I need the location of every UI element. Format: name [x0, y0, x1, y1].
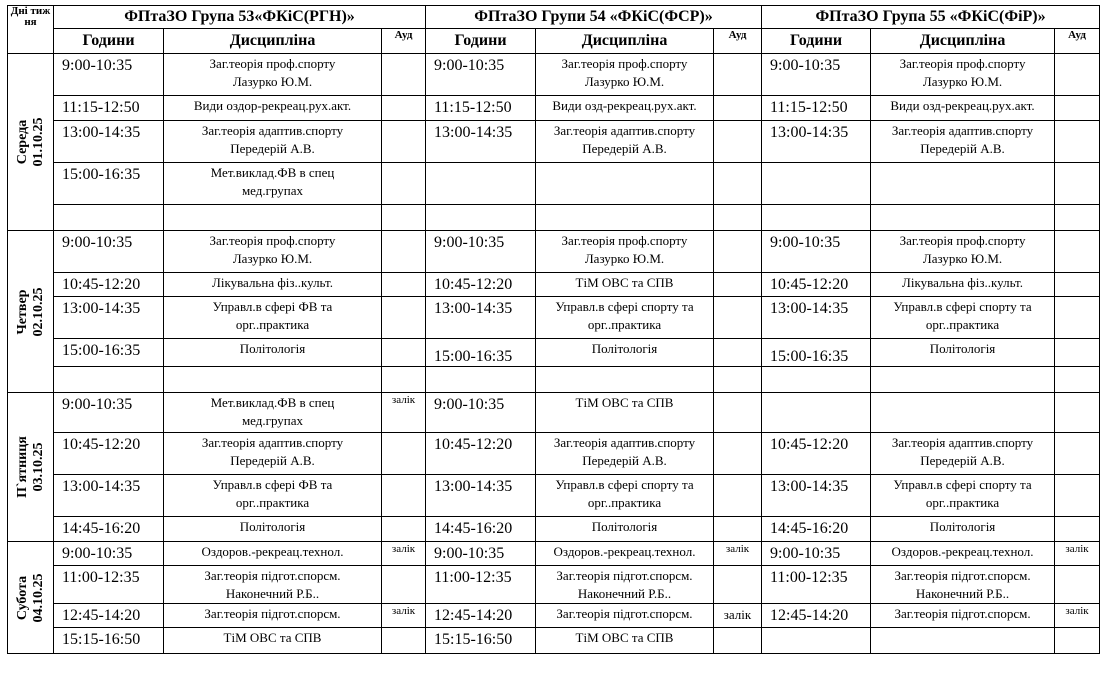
discipline-line: ТіМ ОВС та СПВ: [575, 395, 674, 410]
discipline-cell: [871, 96, 1055, 121]
day-name: П`ятниця: [14, 436, 30, 498]
discipline-cell: [164, 433, 382, 475]
table-row: [8, 517, 1100, 542]
discipline-header: Дисципліна: [536, 29, 714, 54]
column-header-row: [8, 29, 1100, 54]
group-title: ФПтаЗО Група 53«ФКіС(РГН)»: [54, 6, 426, 29]
aud-cell: [714, 517, 762, 542]
discipline-line: Заг.теорія проф.спорту: [899, 233, 1026, 248]
discipline-line: Заг.теорія підгот.спорсм.: [556, 568, 693, 583]
aud-cell: [714, 121, 762, 163]
aud-cell: [714, 367, 762, 393]
aud-header: Ауд: [1055, 29, 1100, 54]
aud-cell: залік: [382, 393, 426, 433]
group-title: ФПтаЗО Група 55 «ФКіС(ФіР)»: [762, 6, 1100, 29]
aud-cell: [1055, 297, 1100, 339]
day-date: 02.10.25: [30, 287, 46, 336]
discipline-cell: [164, 231, 382, 273]
discipline-line: Види озд-рекреац.рух.акт.: [890, 98, 1035, 113]
table-row: [8, 121, 1100, 163]
aud-cell: [382, 475, 426, 517]
time-cell: 9:00-10:35: [54, 54, 164, 96]
table-row: [8, 54, 1100, 96]
aud-header: Ауд: [382, 29, 426, 54]
aud-cell: [382, 54, 426, 96]
aud-cell: [1055, 433, 1100, 475]
time-cell: 11:00-12:35: [762, 566, 871, 604]
discipline-line: Лазурко Ю.М.: [584, 251, 665, 266]
discipline-line: Заг.теорія адаптив.спорту: [201, 123, 344, 138]
aud-cell: [1055, 54, 1100, 96]
discipline-line: Політологія: [239, 519, 306, 534]
discipline-line: Управл.в сфері спорту та: [893, 299, 1032, 314]
discipline-cell: [164, 566, 382, 604]
time-cell: [762, 393, 871, 433]
discipline-line: Заг.теорія підгот.спорсм.: [894, 568, 1031, 583]
discipline-cell: [871, 273, 1055, 297]
aud-cell: [1055, 566, 1100, 604]
aud-cell: [382, 517, 426, 542]
aud-cell: [1055, 96, 1100, 121]
aud-cell: залік: [1055, 604, 1100, 628]
time-cell: [426, 163, 536, 205]
discipline-cell: [164, 367, 382, 393]
time-cell: [54, 367, 164, 393]
time-cell: [426, 205, 536, 231]
discipline-cell: [536, 517, 714, 542]
aud-cell: [714, 628, 762, 654]
discipline-cell: [164, 517, 382, 542]
discipline-line: орг..практика: [587, 317, 662, 332]
discipline-line: Лазурко Ю.М.: [584, 74, 665, 89]
aud-cell: [382, 231, 426, 273]
discipline-line: Управл.в сфері спорту та: [555, 477, 694, 492]
table-row: [8, 604, 1100, 628]
aud-cell: [382, 163, 426, 205]
discipline-cell: [164, 205, 382, 231]
aud-cell: [382, 433, 426, 475]
table-row: [8, 231, 1100, 273]
day-label-cell: [8, 54, 54, 231]
aud-cell: [382, 273, 426, 297]
discipline-cell: [536, 96, 714, 121]
time-cell: [426, 367, 536, 393]
discipline-line: Заг.теорія підгот.спорсм.: [894, 606, 1031, 621]
time-cell: 11:00-12:35: [426, 566, 536, 604]
group-header-row: [8, 6, 1100, 29]
discipline-line: Заг.теорія адаптив.спорту: [553, 435, 696, 450]
discipline-line: Лікувальна фіз..культ.: [212, 275, 333, 290]
discipline-cell: [164, 163, 382, 205]
schedule-body: [8, 54, 1100, 654]
discipline-cell: [536, 273, 714, 297]
discipline-cell: [536, 339, 714, 367]
aud-cell: залік: [714, 604, 762, 628]
discipline-line: Лазурко Ю.М.: [232, 74, 313, 89]
discipline-cell: [536, 393, 714, 433]
discipline-header: Дисципліна: [164, 29, 382, 54]
time-cell: 10:45-12:20: [54, 273, 164, 297]
discipline-cell: [164, 121, 382, 163]
discipline-line: Політологія: [591, 519, 658, 534]
time-cell: 11:00-12:35: [54, 566, 164, 604]
discipline-line: Передерій А.В.: [920, 141, 1005, 156]
discipline-line: Заг.теорія проф.спорту: [209, 56, 336, 71]
discipline-line: Передерій А.В.: [582, 141, 667, 156]
discipline-cell: [871, 205, 1055, 231]
time-cell: 13:00-14:35: [54, 121, 164, 163]
discipline-cell: [164, 628, 382, 654]
discipline-line: Наконечний Р.Б..: [577, 586, 672, 601]
discipline-cell: [871, 433, 1055, 475]
discipline-cell: [536, 566, 714, 604]
time-cell: 15:00-16:35: [54, 163, 164, 205]
aud-cell: [1055, 205, 1100, 231]
discipline-cell: [164, 542, 382, 566]
time-cell: 9:00-10:35: [762, 542, 871, 566]
discipline-line: Передерій А.В.: [582, 453, 667, 468]
aud-cell: [714, 297, 762, 339]
discipline-line: Оздоров.-рекреац.технол.: [891, 544, 1034, 559]
discipline-cell: [164, 604, 382, 628]
discipline-line: ТіМ ОВС та СПВ: [575, 275, 674, 290]
discipline-line: Види озд-рекреац.рух.акт.: [552, 98, 697, 113]
time-cell: 15:15-16:50: [426, 628, 536, 654]
discipline-line: Наконечний Р.Б..: [225, 586, 320, 601]
time-cell: 11:15-12:50: [426, 96, 536, 121]
aud-cell: [1055, 475, 1100, 517]
discipline-line: Мет.виклад.ФВ в спец: [210, 395, 335, 410]
day-label-cell: [8, 393, 54, 542]
discipline-line: Управл.в сфері спорту та: [893, 477, 1032, 492]
discipline-line: Заг.теорія адаптив.спорту: [201, 435, 344, 450]
time-cell: 15:00-16:35: [426, 339, 536, 367]
aud-cell: [714, 475, 762, 517]
table-row: [8, 475, 1100, 517]
aud-cell: [714, 339, 762, 367]
aud-cell: [382, 297, 426, 339]
aud-cell: [1055, 339, 1100, 367]
discipline-cell: [164, 297, 382, 339]
discipline-cell: [536, 475, 714, 517]
discipline-line: Лазурко Ю.М.: [232, 251, 313, 266]
table-row: [8, 339, 1100, 367]
discipline-line: Заг.теорія адаптив.спорту: [891, 435, 1034, 450]
time-cell: 10:45-12:20: [54, 433, 164, 475]
discipline-cell: [871, 566, 1055, 604]
discipline-line: Політологія: [239, 341, 306, 356]
discipline-line: Заг.теорія проф.спорту: [561, 233, 688, 248]
discipline-line: Управл.в сфері ФВ та: [212, 299, 333, 314]
discipline-cell: [871, 54, 1055, 96]
time-cell: [762, 163, 871, 205]
discipline-line: Наконечний Р.Б..: [915, 586, 1010, 601]
discipline-line: мед.групах: [241, 183, 304, 198]
discipline-cell: [164, 273, 382, 297]
discipline-cell: [164, 54, 382, 96]
time-cell: [54, 205, 164, 231]
time-cell: 13:00-14:35: [762, 475, 871, 517]
aud-cell: [1055, 367, 1100, 393]
time-cell: 10:45-12:20: [762, 433, 871, 475]
day-date: 01.10.25: [30, 117, 46, 167]
discipline-line: Політологія: [929, 519, 996, 534]
schedule-table: [7, 5, 1100, 654]
time-cell: 13:00-14:35: [762, 297, 871, 339]
discipline-cell: [871, 231, 1055, 273]
day-name: Субота: [14, 575, 30, 620]
day-label-cell: [8, 231, 54, 393]
table-row: [8, 205, 1100, 231]
discipline-line: Заг.теорія проф.спорту: [209, 233, 336, 248]
aud-cell: [714, 163, 762, 205]
discipline-cell: [536, 297, 714, 339]
discipline-cell: [536, 628, 714, 654]
time-cell: 13:00-14:35: [426, 121, 536, 163]
aud-cell: залік: [1055, 542, 1100, 566]
time-cell: 14:45-16:20: [426, 517, 536, 542]
aud-cell: [714, 433, 762, 475]
aud-cell: [382, 566, 426, 604]
time-cell: 13:00-14:35: [426, 475, 536, 517]
time-cell: 9:00-10:35: [426, 231, 536, 273]
discipline-line: орг..практика: [235, 317, 310, 332]
time-cell: 13:00-14:35: [762, 121, 871, 163]
discipline-line: Мет.виклад.ФВ в спец: [210, 165, 335, 180]
aud-cell: [714, 393, 762, 433]
discipline-line: Заг.теорія підгот.спорсм.: [204, 606, 341, 621]
discipline-line: Політологія: [591, 341, 658, 356]
discipline-line: мед.групах: [241, 413, 304, 428]
discipline-cell: [536, 367, 714, 393]
time-header: Години: [426, 29, 536, 54]
discipline-line: ТіМ ОВС та СПВ: [575, 630, 674, 645]
time-cell: 9:00-10:35: [426, 393, 536, 433]
discipline-line: Оздоров.-рекреац.технол.: [201, 544, 344, 559]
discipline-cell: [871, 517, 1055, 542]
aud-cell: [714, 273, 762, 297]
aud-cell: [714, 231, 762, 273]
time-header: Години: [762, 29, 871, 54]
discipline-cell: [871, 475, 1055, 517]
aud-cell: [382, 96, 426, 121]
discipline-cell: [871, 121, 1055, 163]
discipline-header: Дисципліна: [871, 29, 1055, 54]
table-row: [8, 433, 1100, 475]
aud-cell: залік: [714, 542, 762, 566]
table-row: [8, 542, 1100, 566]
time-cell: 12:45-14:20: [426, 604, 536, 628]
discipline-line: Лазурко Ю.М.: [922, 74, 1003, 89]
discipline-line: Передерій А.В.: [230, 141, 315, 156]
time-cell: 10:45-12:20: [762, 273, 871, 297]
discipline-cell: [871, 604, 1055, 628]
time-cell: 14:45-16:20: [762, 517, 871, 542]
table-row: [8, 566, 1100, 604]
discipline-cell: [536, 231, 714, 273]
aud-header: Ауд: [714, 29, 762, 54]
table-row: [8, 297, 1100, 339]
discipline-line: орг..практика: [925, 495, 1000, 510]
discipline-line: Політологія: [929, 341, 996, 356]
discipline-cell: [164, 339, 382, 367]
discipline-line: Заг.теорія підгот.спорсм.: [556, 606, 693, 621]
day-label-cell: [8, 542, 54, 654]
time-cell: 10:45-12:20: [426, 273, 536, 297]
day-name: Четвер: [14, 289, 30, 334]
discipline-cell: [871, 628, 1055, 654]
time-cell: 10:45-12:20: [426, 433, 536, 475]
time-cell: 13:00-14:35: [54, 297, 164, 339]
time-cell: 14:45-16:20: [54, 517, 164, 542]
aud-cell: [714, 566, 762, 604]
discipline-line: ТіМ ОВС та СПВ: [223, 630, 322, 645]
discipline-line: орг..практика: [587, 495, 662, 510]
discipline-line: Заг.теорія проф.спорту: [899, 56, 1026, 71]
time-cell: 9:00-10:35: [54, 393, 164, 433]
discipline-cell: [164, 393, 382, 433]
discipline-cell: [164, 96, 382, 121]
discipline-line: Заг.теорія проф.спорту: [561, 56, 688, 71]
time-cell: 12:45-14:20: [762, 604, 871, 628]
discipline-line: Лазурко Ю.М.: [922, 251, 1003, 266]
table-row: [8, 628, 1100, 654]
aud-cell: [714, 96, 762, 121]
discipline-cell: [871, 367, 1055, 393]
discipline-cell: [536, 604, 714, 628]
time-cell: 15:00-16:35: [54, 339, 164, 367]
aud-cell: [1055, 393, 1100, 433]
table-row: [8, 163, 1100, 205]
discipline-cell: [871, 297, 1055, 339]
aud-cell: [1055, 231, 1100, 273]
discipline-cell: [536, 121, 714, 163]
aud-cell: [1055, 273, 1100, 297]
table-row: [8, 273, 1100, 297]
time-cell: [762, 205, 871, 231]
time-cell: 13:00-14:35: [54, 475, 164, 517]
discipline-line: орг..практика: [925, 317, 1000, 332]
discipline-line: Види оздор-рекреац.рух.акт.: [193, 98, 352, 113]
time-cell: 9:00-10:35: [762, 54, 871, 96]
day-date: 04.10.25: [30, 573, 46, 622]
discipline-line: Оздоров.-рекреац.технол.: [553, 544, 696, 559]
table-row: [8, 393, 1100, 433]
table-row: [8, 367, 1100, 393]
discipline-cell: [536, 163, 714, 205]
discipline-cell: [164, 475, 382, 517]
time-cell: [762, 628, 871, 654]
aud-cell: [714, 205, 762, 231]
discipline-line: Управл.в сфері ФВ та: [212, 477, 333, 492]
discipline-cell: [536, 542, 714, 566]
aud-cell: [382, 367, 426, 393]
discipline-cell: [536, 205, 714, 231]
table-row: [8, 96, 1100, 121]
discipline-cell: [871, 339, 1055, 367]
day-name: Середа: [14, 119, 30, 165]
day-column-header: Дні тиж ня: [8, 6, 54, 54]
time-cell: 9:00-10:35: [54, 231, 164, 273]
discipline-line: Передерій А.В.: [230, 453, 315, 468]
discipline-line: Передерій А.В.: [920, 453, 1005, 468]
discipline-cell: [536, 433, 714, 475]
discipline-line: Лікувальна фіз..культ.: [902, 275, 1023, 290]
time-cell: 15:15-16:50: [54, 628, 164, 654]
time-cell: 12:45-14:20: [54, 604, 164, 628]
aud-cell: [1055, 517, 1100, 542]
group-title: ФПтаЗО Групи 54 «ФКіС(ФСР)»: [426, 6, 762, 29]
discipline-line: Заг.теорія підгот.спорсм.: [204, 568, 341, 583]
aud-cell: [1055, 163, 1100, 205]
discipline-line: орг..практика: [235, 495, 310, 510]
time-header: Години: [54, 29, 164, 54]
time-cell: 9:00-10:35: [426, 542, 536, 566]
time-cell: 9:00-10:35: [54, 542, 164, 566]
time-cell: 11:15-12:50: [762, 96, 871, 121]
discipline-line: Заг.теорія адаптив.спорту: [553, 123, 696, 138]
discipline-line: Управл.в сфері спорту та: [555, 299, 694, 314]
time-cell: 9:00-10:35: [762, 231, 871, 273]
discipline-cell: [871, 163, 1055, 205]
aud-cell: [382, 205, 426, 231]
discipline-cell: [871, 542, 1055, 566]
aud-cell: [714, 54, 762, 96]
discipline-cell: [536, 54, 714, 96]
day-date: 03.10.25: [30, 442, 46, 492]
time-cell: 15:00-16:35: [762, 339, 871, 367]
time-cell: 9:00-10:35: [426, 54, 536, 96]
aud-cell: залік: [382, 542, 426, 566]
aud-cell: [1055, 628, 1100, 654]
discipline-line: Заг.теорія адаптив.спорту: [891, 123, 1034, 138]
time-cell: 11:15-12:50: [54, 96, 164, 121]
aud-cell: [382, 628, 426, 654]
aud-cell: залік: [382, 604, 426, 628]
aud-cell: [382, 339, 426, 367]
aud-cell: [382, 121, 426, 163]
time-cell: [762, 367, 871, 393]
aud-cell: [1055, 121, 1100, 163]
time-cell: 13:00-14:35: [426, 297, 536, 339]
discipline-cell: [871, 393, 1055, 433]
